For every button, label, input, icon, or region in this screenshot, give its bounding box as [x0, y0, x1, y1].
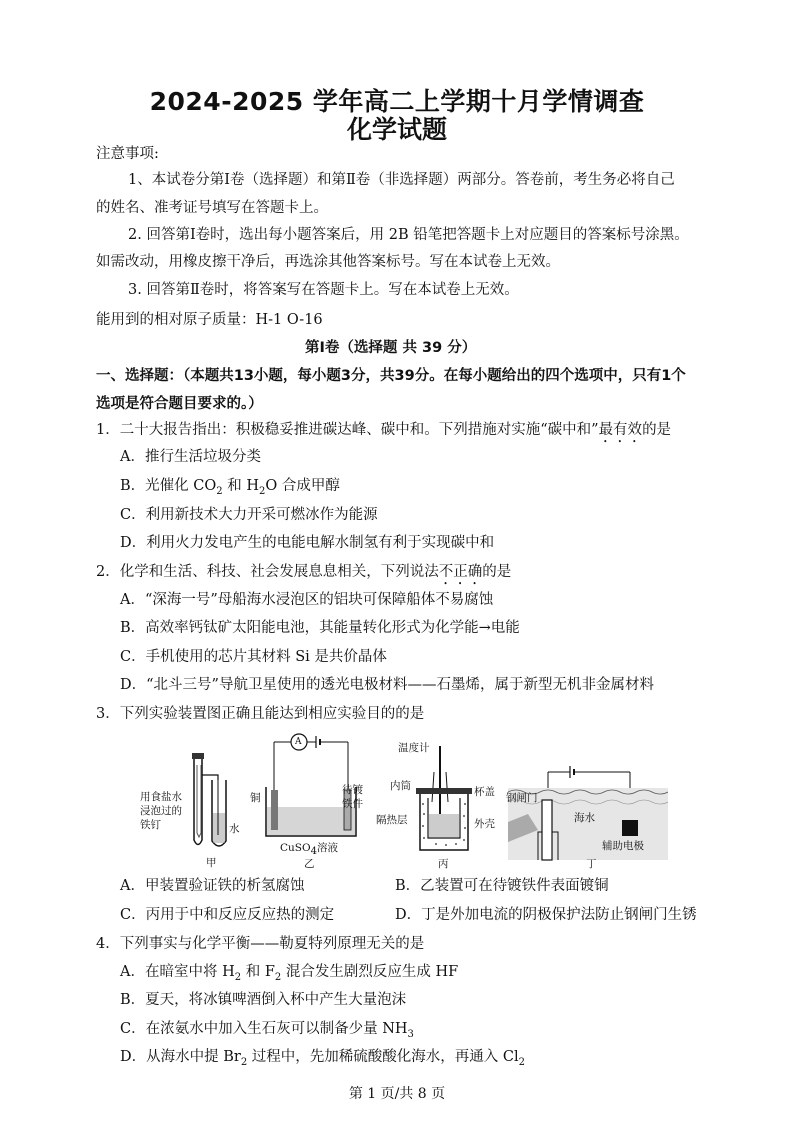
q1-stem: 1．二十大报告指出：积极稳妥推进碳达峰、碳中和。下列措施对实施“碳中和”最有效的是 [96, 422, 672, 438]
page-number: 第 1 页/共 8 页 [348, 1086, 446, 1102]
bing-lid: 杯盖 [474, 786, 495, 798]
bing-insulation: 隔热层 [376, 814, 408, 826]
q2-option-a: A．“深海一号”母船海水浸泡区的铝块可保障船体不易腐蚀 [120, 592, 494, 608]
section-title: 第Ⅰ卷（选择题 共 39 分） [305, 340, 477, 356]
atomic-mass-note: 能用到的相对原子质量：H-1 O-16 [96, 312, 323, 328]
notice-item-1b: 的姓名、准考证号填写在答题卡上。 [96, 200, 328, 216]
q3-option-a: A．甲装置验证铁的析氢腐蚀 [120, 878, 305, 894]
q2-stem: 2．化学和生活、科技、社会发展息息相关，下列说法不正确的是 [96, 564, 512, 580]
notice-item-2b: 如需改动，用橡皮擦干净后，再选涂其他答案标号。写在本试卷上无效。 [96, 254, 560, 270]
jia-caption: 甲 [206, 857, 217, 869]
bing-shell: 外壳 [474, 818, 495, 830]
notice-item-1a: 1、本试卷分第Ⅰ卷（选择题）和第Ⅱ卷（非选择题）两部分。答卷前，考生务必将自己 [128, 172, 675, 188]
q3-option-b: B．乙装置可在待镀铁件表面镀铜 [395, 878, 609, 894]
bing-inner: 内筒 [390, 780, 411, 792]
jia-label-water: 水 [229, 823, 240, 835]
q3-stem: 3．下列实验装置图正确且能达到相应实验目的的是 [96, 706, 425, 722]
apparatus-jia [140, 745, 250, 875]
q1-option-d: D．利用火力发电产生的电能电解水制氢有利于实现碳中和 [120, 535, 495, 551]
yi-ammeter: A [295, 737, 302, 747]
apparatus-yi [250, 732, 376, 875]
q4-option-c: C．在浓氨水中加入生石灰可以制备少量 $NH_3$ [120, 1021, 414, 1040]
q2-emphasis: 不正确 [438, 564, 483, 580]
yi-item-1: 待镀 [342, 784, 363, 796]
yi-copper: 铜 [250, 792, 261, 804]
ding-caption: 丁 [586, 858, 597, 870]
notice-heading: 注意事项: [96, 146, 159, 162]
q4-option-d: D．从海水中提 $Br_2$ 过程中，先加稀硫酸酸化海水，再通入 $Cl_2$ [120, 1049, 526, 1068]
jia-label-1: 用食盐水 [140, 791, 182, 803]
bing-caption: 丙 [438, 858, 449, 870]
q4-stem: 4．下列事实与化学平衡——勒夏特列原理无关的是 [96, 936, 425, 952]
notice-item-2a: 2. 回答第Ⅰ卷时，选出每小题答案后，用 2B 铅笔把答题卡上对应题目的答案标号涂黑。 [128, 227, 689, 243]
section-instruction-b: 选项是符合题目要求的。） [96, 396, 263, 412]
q2-option-d: D．“北斗三号”导航卫星使用的透光电极材料——石墨烯，属于新型无机非金属材料 [120, 677, 654, 693]
q1-option-a: A．推行生活垃圾分类 [120, 449, 261, 465]
q4-option-a: A．在暗室中将 $H_2$ 和 $F_2$ 混合发生剧烈反应生成 HF [120, 964, 459, 983]
bing-thermometer: 温度计 [398, 742, 430, 754]
jia-label-2: 浸泡过的 [140, 805, 182, 817]
q3-option-d: D．丁是外加电流的阴极保护法防止钢闸门生锈 [395, 907, 697, 923]
apparatus-bing [376, 742, 496, 875]
q1-emphasis: 最有效 [598, 422, 643, 438]
apparatus-bing-drawing [376, 742, 496, 875]
q3-option-c: C．丙用于中和反应反应热的测定 [120, 907, 335, 923]
yi-item-2: 铁件 [342, 798, 363, 810]
ding-gate: 钢闸门 [506, 792, 538, 804]
q2-option-c: C．手机使用的芯片其材料 Si 是共价晶体 [120, 649, 387, 665]
ding-seawater: 海水 [574, 812, 595, 824]
notice-item-3: 3. 回答第Ⅱ卷时，将答案写在答题卡上。写在本试卷上无效。 [128, 282, 519, 298]
exam-subject: 化学试题 [346, 115, 447, 144]
q1-option-b: B．光催化 $CO_2$ 和 $H_2O$ 合成甲醇 [120, 478, 340, 497]
yi-solution: CuSO$_4$溶液 [280, 842, 338, 858]
exam-title: 2024-2025 学年高二上学期十月学情调查 [149, 87, 645, 116]
q2-option-b: B．高效率钙钛矿太阳能电池，其能量转化形式为化学能→电能 [120, 620, 520, 636]
apparatus-ding [508, 762, 668, 875]
ding-aux-electrode: 辅助电极 [602, 840, 644, 852]
q1-option-c: C．利用新技术大力开采可燃冰作为能源 [120, 507, 378, 523]
section-instruction-a: 一、选择题：（本题共13小题，每小题3分，共39分。在每小题给出的四个选项中，只有1个 [96, 368, 686, 384]
yi-caption: 乙 [304, 858, 315, 870]
q4-option-b: B．夏天，将冰镇啤酒倒入杯中产生大量泡沫 [120, 992, 407, 1008]
jia-label-3: 铁钉 [140, 819, 161, 831]
